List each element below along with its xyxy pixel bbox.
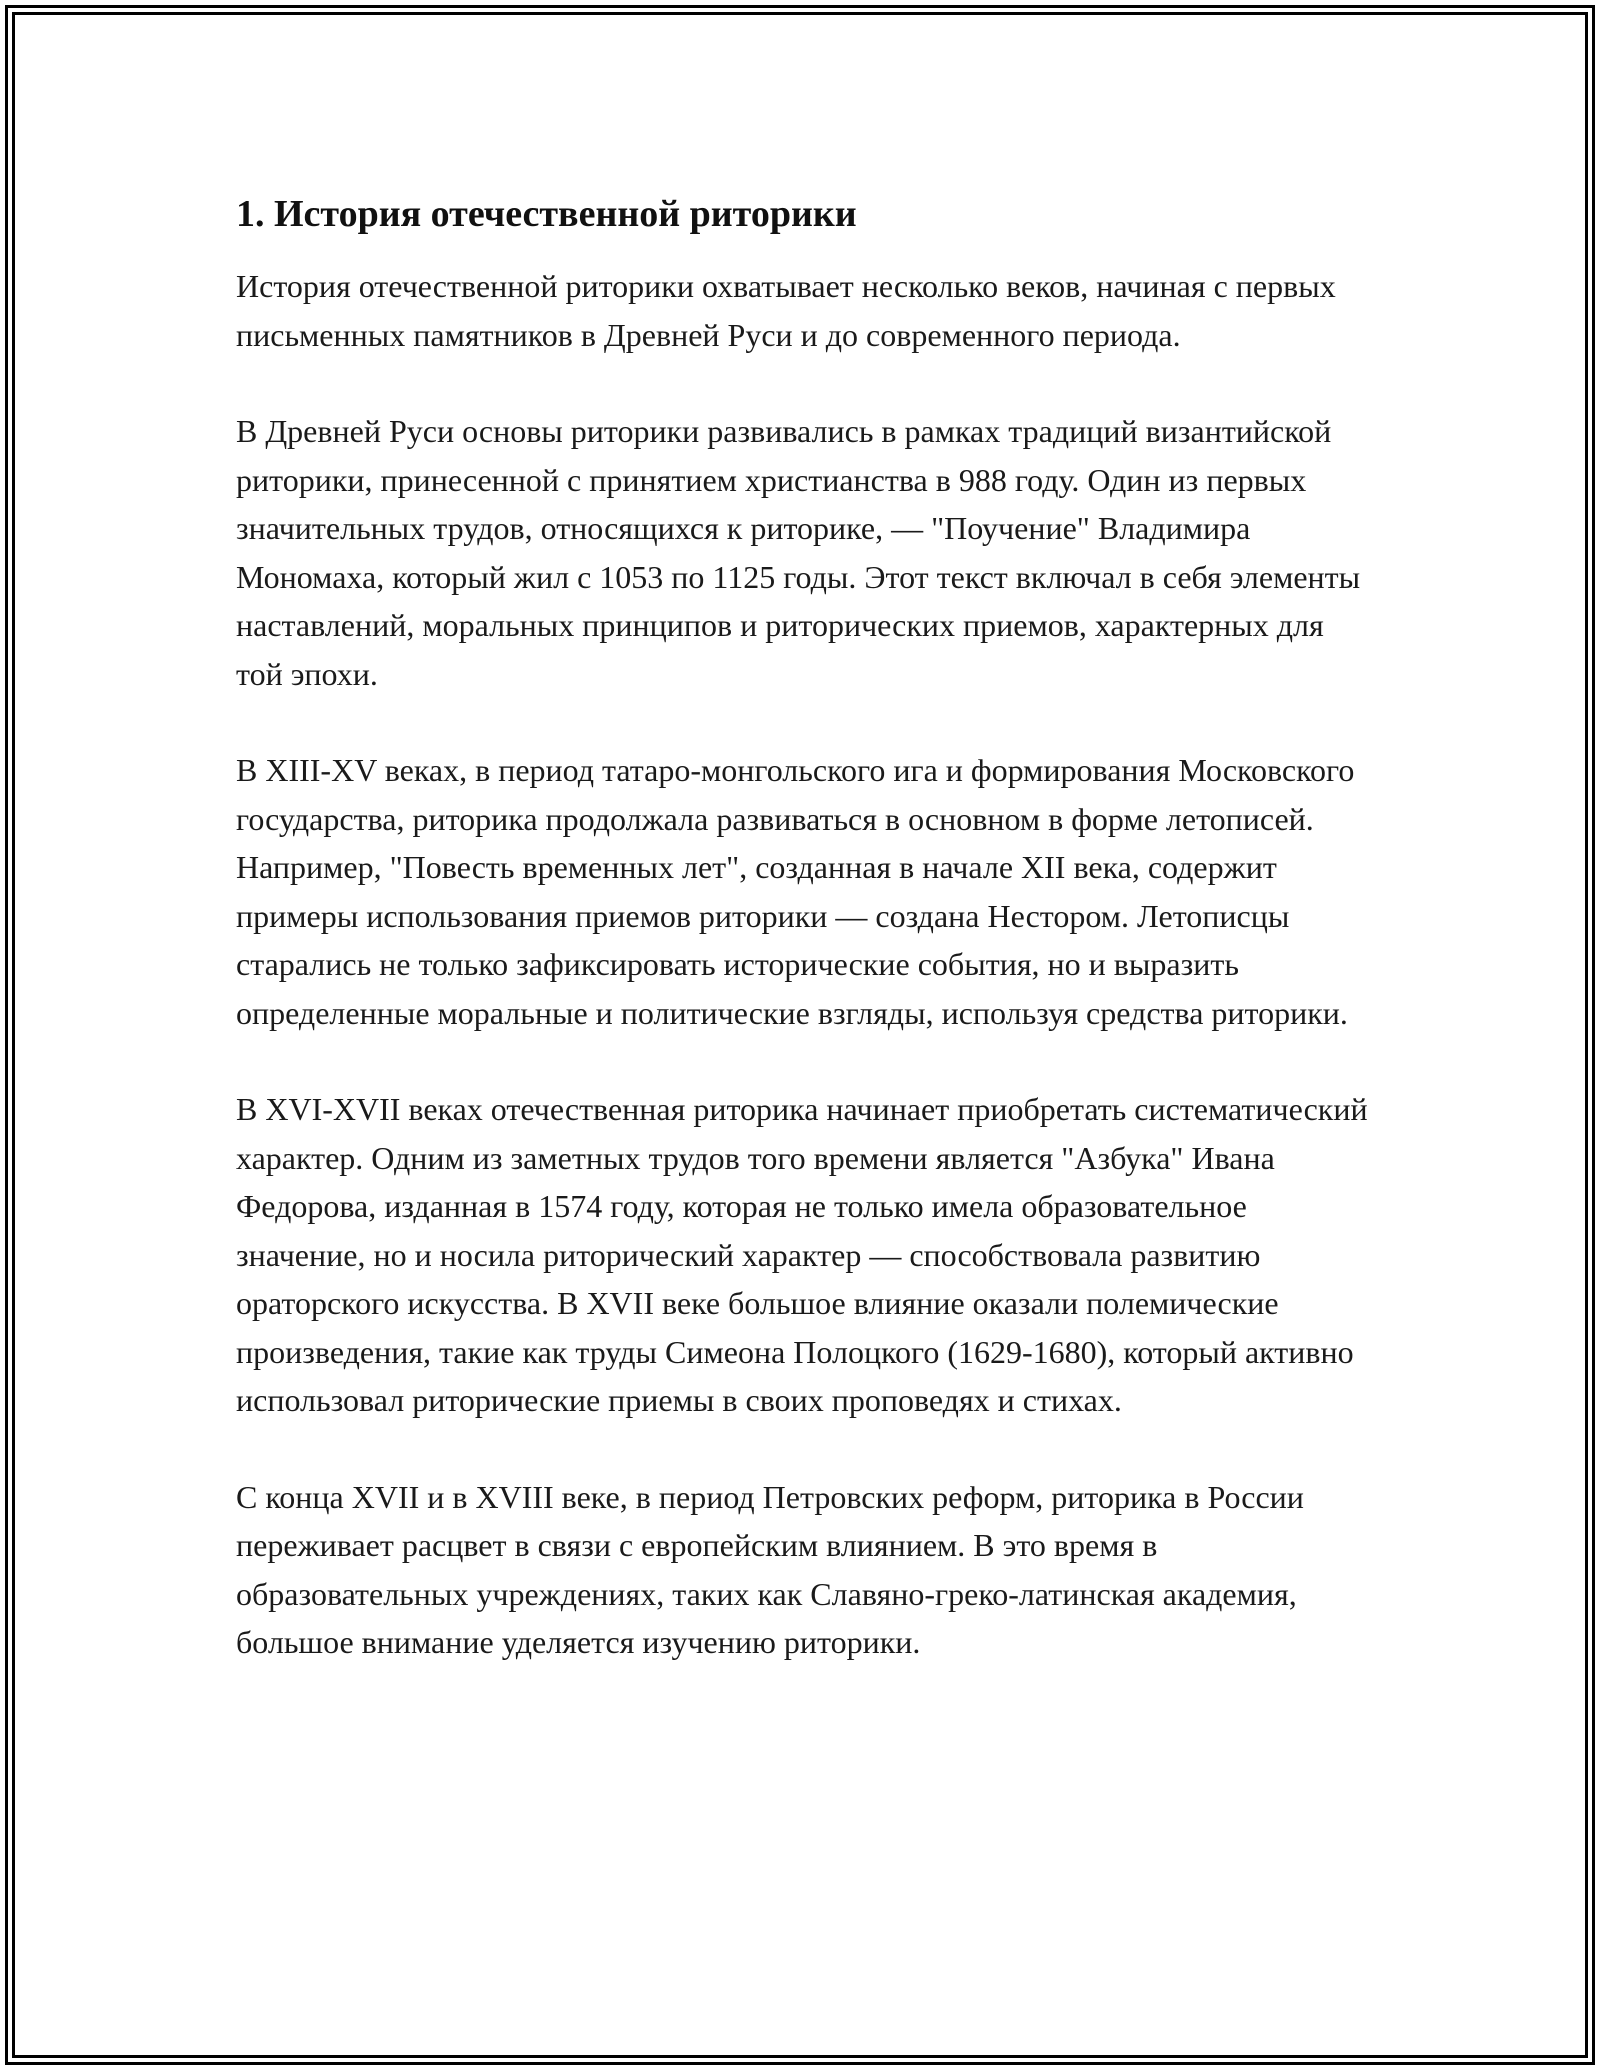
paragraph-intro: История отечественной риторики охватывает несколько веков, начиная с первых письменных памятников в Древней Руси и до современного периода. bbox=[236, 268, 1336, 353]
document-body bbox=[236, 186, 1376, 1715]
section-title: 1. История отечественной риторики bbox=[236, 193, 857, 235]
paragraph-16-17-centuries: В XVI-XVII веках отечественная риторика начинает приобретать систематический характер. Одним из заметных трудов того времени является "Азбука" Ивана Федорова, изданная в 1574 году, которая не только имела образовательное значение, но и носила риторический характер — способствовала развитию ораторского искусства. В XVII веке большое влияние оказали полемические произведения, такие как труды Симеона Полоцкого (1629-1680), который активно использовал риторические приемы в своих проповедях и стихах. bbox=[236, 1091, 1368, 1418]
paragraph-18-century: С конца XVII и в XVIII веке, в период Петровских реформ, риторика в России переживает расцвет в связи с европейским влиянием. В это время в образовательных учреждениях, таких как Славяно-греко-латинская академия, большое внимание уделяется изучению риторики. bbox=[236, 1478, 1304, 1660]
paragraph-13-15-centuries: В XIII-XV веках, в период татаро-монгольского ига и формирования Московского государства, риторика продолжала развиваться в основном в форме летописей. Например, "Повесть временных лет", созданная в начале XII века, содержит примеры использования приемов риторики — создана Нестором. Летописцы старались не только зафиксировать исторические события, но и выразить определенные моральные и политические взгляды, используя средства риторики. bbox=[236, 752, 1355, 1031]
paragraph-ancient-rus: В Древней Руси основы риторики развивались в рамках традиций византийской риторики, принесенной с принятием христианства в 988 году. Один из первых значительных трудов, относящихся к риторике, — "Поучение" Владимира Мономаха, который жил с 1053 по 1125 годы. Этот текст включал в себя элементы наставлений, моральных принципов и риторических приемов, характерных для той эпохи. bbox=[236, 413, 1361, 692]
